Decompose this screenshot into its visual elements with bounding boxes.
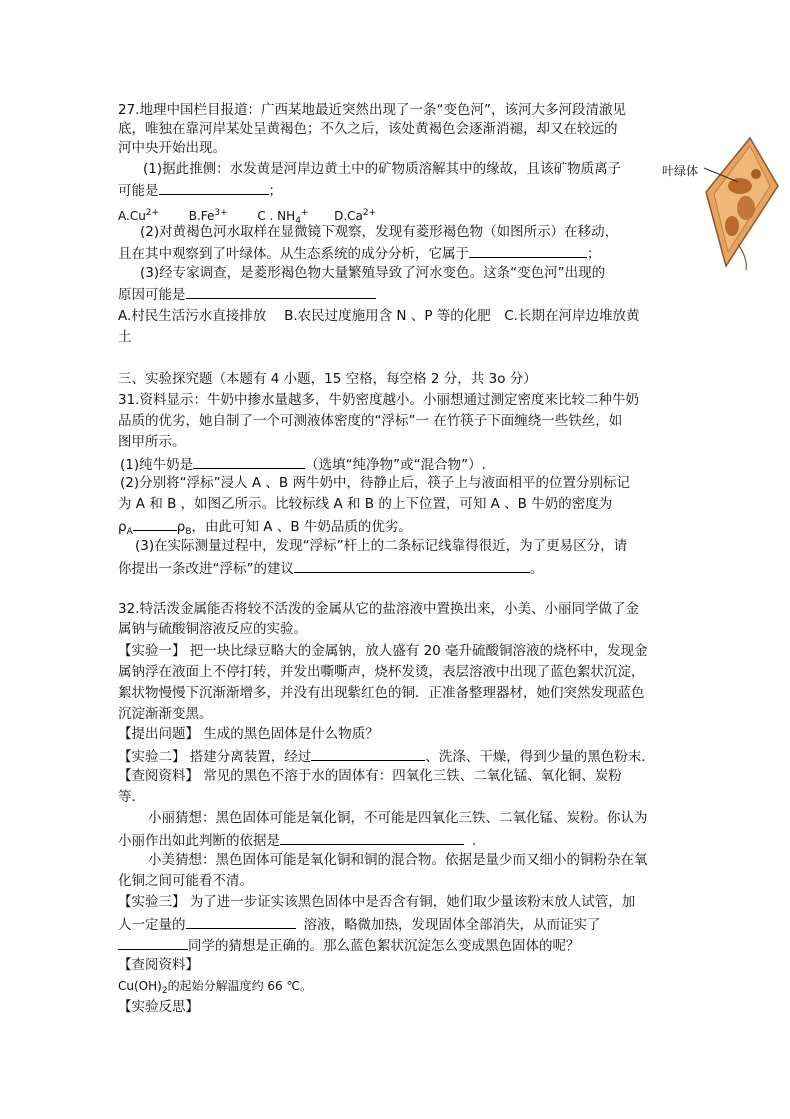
q31-part2-line-3: $\rho_A$ $\rho_B$，由此可知 A 、B 牛奶品质的优劣。	[118, 516, 412, 541]
q32-guess2-line-1: 小美猜想：黑色固体可能是氧化铜和铜的混合物。依据是量少而又细小的铜粉杂在氧	[148, 852, 648, 868]
q27-part1-line-1: (1)据此推侧：水发黄是河岸边黄土中的矿物质溶解其中的缘故，且该矿物质离子	[143, 161, 622, 177]
q32-research1-line-2: 等．	[118, 789, 145, 805]
q27-line-1: 27.地理中国栏目报道：广西某地最近突然出现了一条“变色河”，该河大多河段清澈见	[118, 102, 626, 118]
q27-line-3: 河中央开始出现。	[118, 140, 226, 156]
q32-line-1: 32.特活泼金属能否将较不活泼的金属从它的盐溶液中置换出来，小美、小丽同学做了金	[118, 601, 639, 617]
q32-basis-blank[interactable]	[280, 830, 464, 845]
q32-exp3-line-2: 人一定量的 溶液，略微加热，发现固体全部消失，从而证实了	[118, 914, 601, 934]
q32-guess2-line-2: 化铜之间可能看不清。	[118, 873, 253, 889]
q31-part1: (1)纯牛奶是 （选填“纯净物”或“混合物”）.	[120, 454, 486, 474]
q31-line-3: 图甲所示。	[118, 434, 186, 450]
q27-part3-options: A.村民生活污水直接排放 B.农民过度施用含 N 、P 等的化肥 C.长期在河岸边堆放黄	[118, 308, 640, 324]
q27-part1-text: 可能是	[118, 183, 159, 199]
q32-guess1-line-1: 小丽猜想：黑色固体可能是氧化铜，不可能是四氧化三铁、二氧化锰、炭粉。你认为	[148, 810, 648, 826]
q27-cause-blank[interactable]	[186, 284, 376, 299]
q32-research1-line-1: 【查阅资料】 常见的黑色不溶于水的固体有：四氧化三铁、二氧化锰、氧化铜、炭粉	[118, 768, 622, 784]
q27-ecosystem-blank[interactable]	[469, 243, 587, 258]
q27-option-d: $D.Ca^{2+}$	[334, 208, 377, 223]
q32-guess1-line-2: 小丽作出如此判断的依据是 .	[118, 830, 476, 850]
q32-exp2: 【实验二】 搭建分离装置，经过 、洗涤、干燥，得到少量的黑色粉末．	[118, 746, 655, 766]
q32-exp1-line-3: 絮状物慢慢下沉渐渐增多，并没有出现紫红色的铜．正准备整理器材，她们突然发现蓝色	[118, 685, 645, 701]
q32-question: 【提出问题】 生成的黑色固体是什么物质？	[118, 726, 379, 742]
q32-solution-blank[interactable]	[186, 914, 296, 929]
q32-exp3-line-1: 【实验三】 为了进一步证实该黑色固体中是否含有铜，她们取少量该粉末放人试管，加	[118, 894, 636, 910]
q27-option-c: C . $NH_4^+$	[257, 208, 309, 226]
section-3-heading: 三、实验探究题（本题有 4 小题，15 空格，每空格 2 分，共 3o 分）	[118, 371, 537, 387]
q32-exp1-line-1: 【实验一】 把一块比绿豆略大的金属钠，放人盛有 20 毫升硫酸铜溶液的烧杯中，发现金	[118, 643, 648, 659]
q32-exp3-line-3: 同学的猜想是正确的。那么蓝色絮状沉淀怎么变成黑色固体的呢？	[118, 935, 580, 955]
diatom-figure	[662, 134, 782, 274]
q32-exp1-line-4: 沉淀渐渐变黑。	[118, 706, 213, 722]
q31-part3-line-1: (3)在实际测量过程中，发现“浮标”杆上的二条标记线靠得很近，为了更易区分，请	[135, 538, 628, 554]
q31-line-1: 31.资料显示：牛奶中掺水量越多，牛奶密度越小。小丽想通过测定密度来比较二种牛奶	[118, 392, 639, 408]
q31-part2-line-1: (2)分别将“浮标”浸人 A 、B 两牛奶中，待静止后，筷子上与液面相平的位置分别标记	[120, 475, 630, 491]
diatom-illustration	[662, 134, 782, 274]
q32-separation-blank[interactable]	[311, 746, 425, 761]
q27-line-2: 底，唯独在靠河岸某处呈黄褐色；不久之后，该处黄褐色会逐渐消褪，却又在较远的	[118, 121, 618, 137]
q31-line-2: 品质的优劣，她自制了一个可测液体密度的“浮标”一 在竹筷子下面缠绕一些铁丝，如	[118, 413, 623, 429]
q27-option-a: $A.Cu^{2+}$	[118, 208, 160, 223]
q31-part2-line-2: 为 A 和 B ，如图乙所示。比较标线 A 和 B 的上下位置，可知 A 、B 牛奶的密度为	[118, 496, 613, 512]
chloroplast-1	[728, 178, 752, 194]
chloroplast-3	[725, 216, 739, 236]
q31-suggestion-blank[interactable]	[294, 558, 530, 573]
q27-part3-line-1: (3)经专家调查，是菱形褐色物大量繁殖导致了河水变色。这条“变色河”出现的	[140, 265, 606, 281]
chloroplast-label: 叶绿体	[662, 164, 699, 178]
q32-student-blank[interactable]	[118, 935, 188, 950]
q27-part1-line-2	[118, 180, 282, 200]
q31-density-blank[interactable]	[133, 516, 177, 531]
q27-ion-blank[interactable]	[159, 180, 269, 195]
q32-line-2: 属钠与硫酸铜溶液反应的实验。	[118, 621, 307, 637]
chloroplast-4	[751, 169, 761, 179]
q27-part2-line-2: 且在其中观察到了叶绿体。从生态系统的成分分析，它属于 ；	[118, 243, 601, 263]
q27-part3-options-cont: 土	[118, 329, 132, 345]
q31-part3-line-2: 你提出一条改进“浮标”的建议 。	[118, 558, 544, 578]
q31-milk-blank[interactable]	[193, 454, 305, 469]
chloroplast-2	[737, 196, 755, 220]
diatom-tail	[738, 244, 746, 270]
q27-part2-line-1: (2)对黄褐色河水取样在显微镜下观察，发现有菱形褐色物（如图所示）在移动，	[140, 224, 619, 240]
q27-part1-end: ；	[268, 183, 282, 199]
q32-reflection: 【实验反思】	[118, 999, 199, 1015]
q32-research2: 【查阅资料】	[118, 957, 199, 973]
q32-exp1-line-2: 属钠浮在液面上不停打转，并发出嘶嘶声，烧杯发烫，表层溶液中出现了蓝色絮状沉淀，	[118, 664, 645, 680]
q27-option-b: $B.Fe^{3+}$	[188, 208, 228, 223]
q32-research2-content: $Cu(OH)_2$的起始分解温度约 66 ℃。	[118, 979, 312, 996]
q27-part3-line-2: 原因可能是	[118, 284, 376, 304]
